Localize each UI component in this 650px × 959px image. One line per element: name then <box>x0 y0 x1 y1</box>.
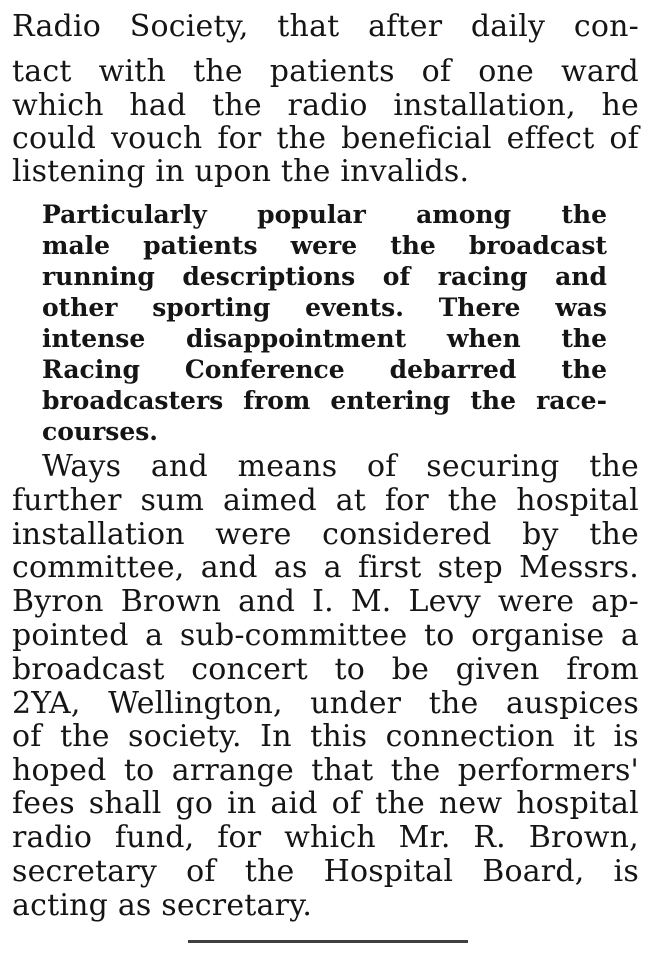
word: given <box>455 652 540 687</box>
word: at <box>335 483 367 518</box>
word: could <box>12 121 96 156</box>
word: male <box>42 231 111 260</box>
word: were <box>215 517 292 552</box>
word: connection <box>385 719 555 754</box>
word: In <box>260 719 292 754</box>
word: auspices <box>506 686 639 721</box>
word: the <box>59 719 110 754</box>
text-line <box>12 619 639 652</box>
text-line <box>12 484 639 517</box>
word: secretary. <box>161 888 313 923</box>
word: tact <box>12 54 72 89</box>
word: Wellington, <box>108 686 283 721</box>
word: and <box>238 584 296 619</box>
word: daily <box>470 9 546 44</box>
word: and <box>555 262 607 291</box>
word: in <box>227 786 257 821</box>
word: a <box>323 550 342 585</box>
word: courses. <box>42 417 159 446</box>
text-line <box>12 720 639 753</box>
word: radio <box>287 88 368 123</box>
word: among <box>416 200 512 229</box>
word: invalids. <box>340 154 470 189</box>
word: had <box>129 88 187 123</box>
word: new <box>438 786 503 821</box>
bold-text-line <box>42 200 607 230</box>
text-line <box>12 687 639 720</box>
word: concert <box>191 652 308 687</box>
word: to <box>123 753 155 788</box>
word: of <box>382 262 411 291</box>
word: it <box>573 719 596 754</box>
word: Hospital <box>323 854 454 889</box>
word: events. <box>305 293 404 322</box>
word: 2YA, <box>12 686 81 721</box>
word: performers' <box>457 753 639 788</box>
word: which <box>12 88 104 123</box>
word: installation, <box>393 88 576 123</box>
text-line <box>12 889 639 922</box>
text-line <box>12 754 639 787</box>
word: of <box>12 719 42 754</box>
word: the <box>428 686 479 721</box>
word: effect <box>506 121 595 156</box>
word: and <box>150 449 208 484</box>
word: be <box>391 652 430 687</box>
word: racing <box>437 262 528 291</box>
word: Particularly <box>42 200 207 229</box>
word: Society, <box>129 9 249 44</box>
word: hoped <box>12 753 107 788</box>
word: the <box>276 121 327 156</box>
word: Byron <box>12 584 104 619</box>
word: and <box>200 550 258 585</box>
word: upon <box>194 154 281 189</box>
word: was <box>555 293 607 322</box>
bold-text-line <box>42 231 607 261</box>
word: go <box>175 786 214 821</box>
word: were <box>497 584 575 619</box>
word: descriptions <box>182 262 356 291</box>
word: R. <box>473 820 506 855</box>
bold-text-line <box>42 386 607 416</box>
text-line <box>12 653 639 686</box>
word: arrange <box>171 753 294 788</box>
word: the <box>390 753 441 788</box>
word: patients <box>143 231 258 260</box>
word: from <box>566 652 639 687</box>
word: first <box>358 550 422 585</box>
word: fund, <box>114 820 195 855</box>
text-line <box>12 10 639 43</box>
word: Messrs. <box>519 550 639 585</box>
word: a <box>620 618 639 653</box>
word: that <box>277 9 340 44</box>
word: patients <box>269 54 395 89</box>
word: one <box>478 54 534 89</box>
bold-text-line <box>42 417 607 447</box>
word: the <box>212 88 262 123</box>
text-line <box>12 855 639 888</box>
bold-text-line <box>42 324 607 354</box>
word: Conference <box>184 355 345 384</box>
word: broadcast <box>12 652 165 687</box>
word: with <box>98 54 167 89</box>
word: means <box>237 449 338 484</box>
word: is <box>613 854 639 889</box>
word: the <box>244 854 295 889</box>
text-line <box>12 551 639 584</box>
word: fees <box>12 786 75 821</box>
word: I. <box>312 584 334 619</box>
word: the <box>561 355 607 384</box>
word: the <box>470 386 517 415</box>
word: of <box>186 854 216 889</box>
word: of <box>367 449 397 484</box>
word: when <box>446 324 521 353</box>
word: the <box>589 449 639 484</box>
word: society. <box>128 719 242 754</box>
word: con- <box>573 9 639 44</box>
word: the <box>561 324 607 353</box>
word: organise <box>471 618 605 653</box>
word: Ways <box>42 449 122 484</box>
word: Brown <box>120 584 222 619</box>
word: There <box>438 293 521 322</box>
word: beneficial <box>341 121 492 156</box>
word: aid <box>270 786 318 821</box>
word: hospital <box>516 483 639 518</box>
text-line <box>12 518 639 551</box>
word: the <box>561 200 607 229</box>
word: Mr. <box>398 820 451 855</box>
word: were <box>290 231 358 260</box>
word: committee, <box>12 550 185 585</box>
word: race- <box>536 386 607 415</box>
word: intense <box>42 324 146 353</box>
word: further <box>12 483 122 518</box>
word: Levy <box>408 584 481 619</box>
word: of <box>331 786 362 821</box>
word: in <box>155 154 195 189</box>
word: a <box>145 618 164 653</box>
word: step <box>437 550 503 585</box>
word: ap- <box>591 584 639 619</box>
word: pointed <box>12 618 129 653</box>
word: broadcasters <box>42 386 224 415</box>
word: ward <box>561 54 639 89</box>
text-line <box>12 89 639 122</box>
word: aimed <box>223 483 317 518</box>
text-line <box>12 55 639 88</box>
word: shall <box>88 786 162 821</box>
word: sporting <box>152 293 271 322</box>
word: hospital <box>516 786 639 821</box>
word: vouch <box>110 121 203 156</box>
word: debarred <box>389 355 517 384</box>
column-end-rule <box>188 940 468 943</box>
word: popular <box>257 200 366 229</box>
word: is <box>613 719 639 754</box>
word: to <box>334 652 366 687</box>
word: Brown, <box>528 820 639 855</box>
word: broadcast <box>468 231 607 260</box>
word: of <box>421 54 452 89</box>
word: installation <box>12 517 185 552</box>
word: that <box>311 753 374 788</box>
word: listening <box>12 154 156 189</box>
word: Racing <box>42 355 140 384</box>
word: the <box>193 54 243 89</box>
word: entering <box>330 386 451 415</box>
word: other <box>42 293 118 322</box>
word: by <box>522 517 559 552</box>
word: to <box>424 618 455 653</box>
bold-text-line <box>42 293 607 323</box>
word: considered <box>322 517 492 552</box>
word: he <box>601 88 639 123</box>
word: the <box>375 786 425 821</box>
word: for <box>217 121 262 156</box>
word: disappointment <box>185 324 407 353</box>
word: after <box>368 9 443 44</box>
word: under <box>310 686 402 721</box>
word: as <box>117 888 162 923</box>
word: this <box>310 719 368 754</box>
word: Board, <box>482 854 585 889</box>
text-line <box>12 821 639 854</box>
word: as <box>273 550 308 585</box>
text-line <box>12 122 639 155</box>
word: radio <box>12 820 93 855</box>
word: Radio <box>12 9 102 44</box>
word: for <box>384 483 429 518</box>
word: which <box>284 820 376 855</box>
word: the <box>280 154 341 189</box>
bold-text-line <box>42 355 607 385</box>
word: the <box>589 517 639 552</box>
text-line <box>42 450 639 483</box>
word: sum <box>140 483 205 518</box>
word: sub-committee <box>179 618 408 653</box>
word: for <box>217 820 262 855</box>
text-line <box>12 787 639 820</box>
word: M. <box>350 584 392 619</box>
text-line <box>12 585 639 618</box>
bold-text-line <box>42 262 607 292</box>
word: securing <box>426 449 560 484</box>
word: acting <box>12 888 118 923</box>
word: running <box>42 262 155 291</box>
word: of <box>609 121 639 156</box>
word: from <box>243 386 311 415</box>
text-line <box>12 155 639 188</box>
word: the <box>390 231 436 260</box>
word: secretary <box>12 854 158 889</box>
word: the <box>447 483 498 518</box>
